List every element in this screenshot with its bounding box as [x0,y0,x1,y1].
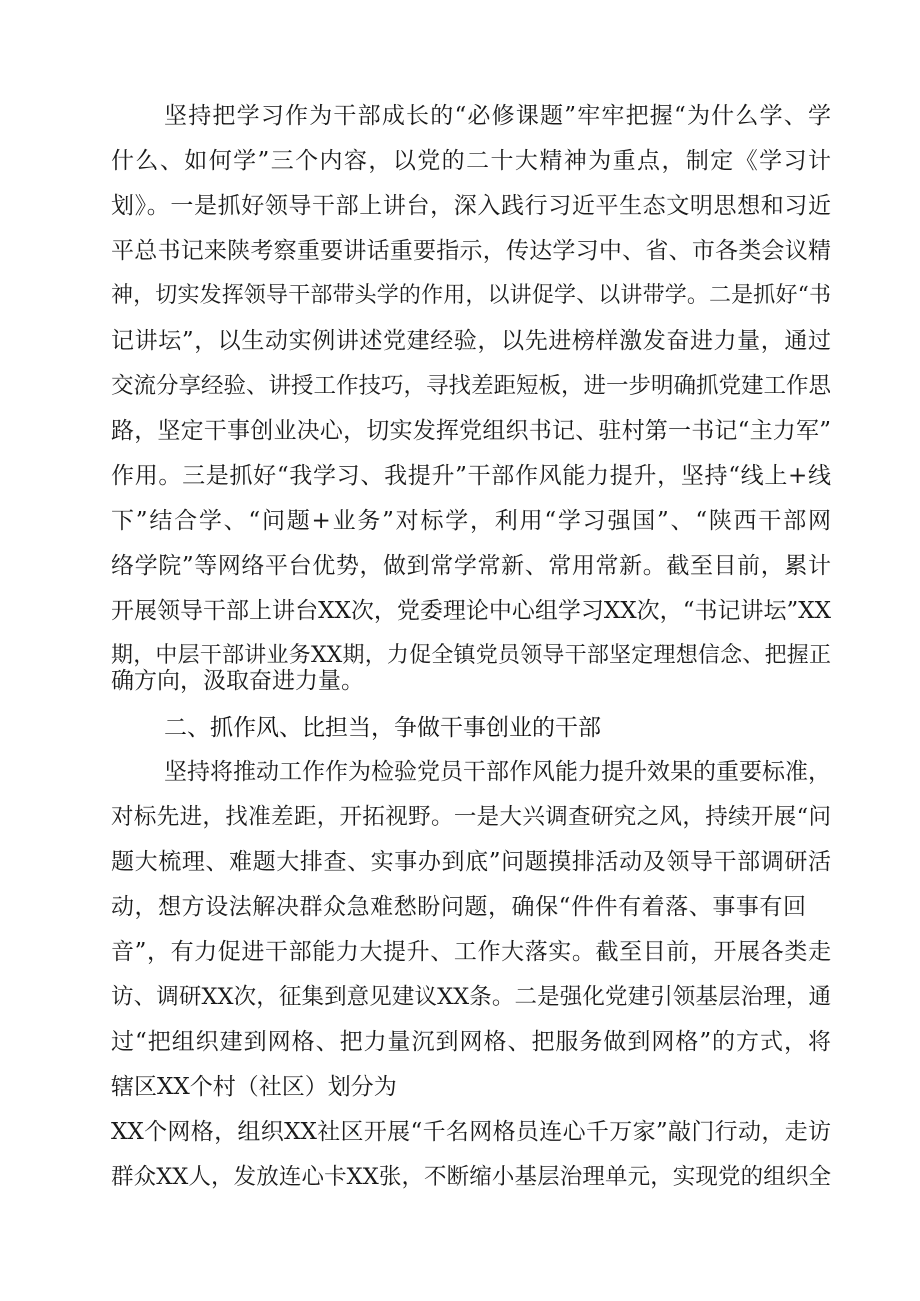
paragraph-line: 开展领导干部上讲台XX次，党委理论中心组学习XX次，“书记讲坛”XX [111,598,831,624]
paragraph-line: 作用。三是抓好“我学习、我提升”干部作风能力提升，坚持“线上+线 [111,463,831,489]
paragraph-line: 访、调研XX次，征集到意见建议XX条。二是强化党建引领基层治理，通 [111,984,831,1010]
paragraph-line: 平总书记来陕考察重要讲话重要指示，传达学习中、省、市各类会议精 [111,238,831,264]
paragraph-line: 路，坚定干事创业决心，切实发挥党组织书记、驻村第一书记“主力军” [111,418,831,444]
paragraph-line: 记讲坛”，以生动实例讲述党建经验，以先进榜样激发奋进力量，通过 [111,328,831,354]
paragraph-line: 络学院”等网络平台优势，做到常学常新、常用常新。截至目前，累计 [111,553,831,579]
paragraph-line: 群众XX人，发放连心卡XX张，不断缩小基层治理单元，实现党的组织全 [111,1164,831,1190]
paragraph-line: 过“把组织建到网格、把力量沉到网格、把服务做到网格”的方式，将 [111,1029,831,1055]
paragraph-line: 坚持将推动工作作为检验党员干部作风能力提升效果的重要标准， [164,759,831,785]
paragraph-line: 坚持把学习作为干部成长的“必修课题”牢牢把握“为什么学、学 [164,103,831,129]
paragraph-line: 期，中层干部讲业务XX期，力促全镇党员领导干部坚定理想信念、把握正 [111,643,831,668]
paragraph-line: 下”结合学、“问题+业务”对标学，利用“学习强国”、“陕西干部网 [111,508,831,534]
paragraph-line: 确方向，汲取奋进力量。 [111,668,364,694]
paragraph-line: 动，想方设法解决群众急难愁盼问题，确保“件件有着落、事事有回 [111,894,806,920]
paragraph-line: 辖区XX个村（社区）划分为 [111,1074,397,1100]
section-heading: 二、抓作风、比担当，争做干事创业的干部 [164,715,601,741]
paragraph-line: 什么、如何学”三个内容，以党的二十大精神为重点，制定《学习计 [111,148,831,174]
paragraph-line: 交流分享经验、讲授工作技巧，寻找差距短板，进一步明确抓党建工作思 [111,373,831,399]
paragraph-line: 音”，有力促进干部能力大提升、工作大落实。截至目前，开展各类走 [111,939,831,965]
paragraph-line: XX个网格，组织XX社区开展“千名网格员连心千万家”敲门行动，走访 [111,1119,831,1145]
paragraph-line: 对标先进，找准差距，开拓视野。一是大兴调查研究之风，持续开展“问 [111,804,831,830]
paragraph-line: 神，切实发挥领导干部带头学的作用，以讲促学、以讲带学。二是抓好“书 [111,283,831,308]
paragraph-line: 划》。一是抓好领导干部上讲台，深入践行习近平生态文明思想和习近 [111,193,831,219]
paragraph-line: 题大梳理、难题大排查、实事办到底”问题摸排活动及领导干部调研活 [111,849,831,875]
